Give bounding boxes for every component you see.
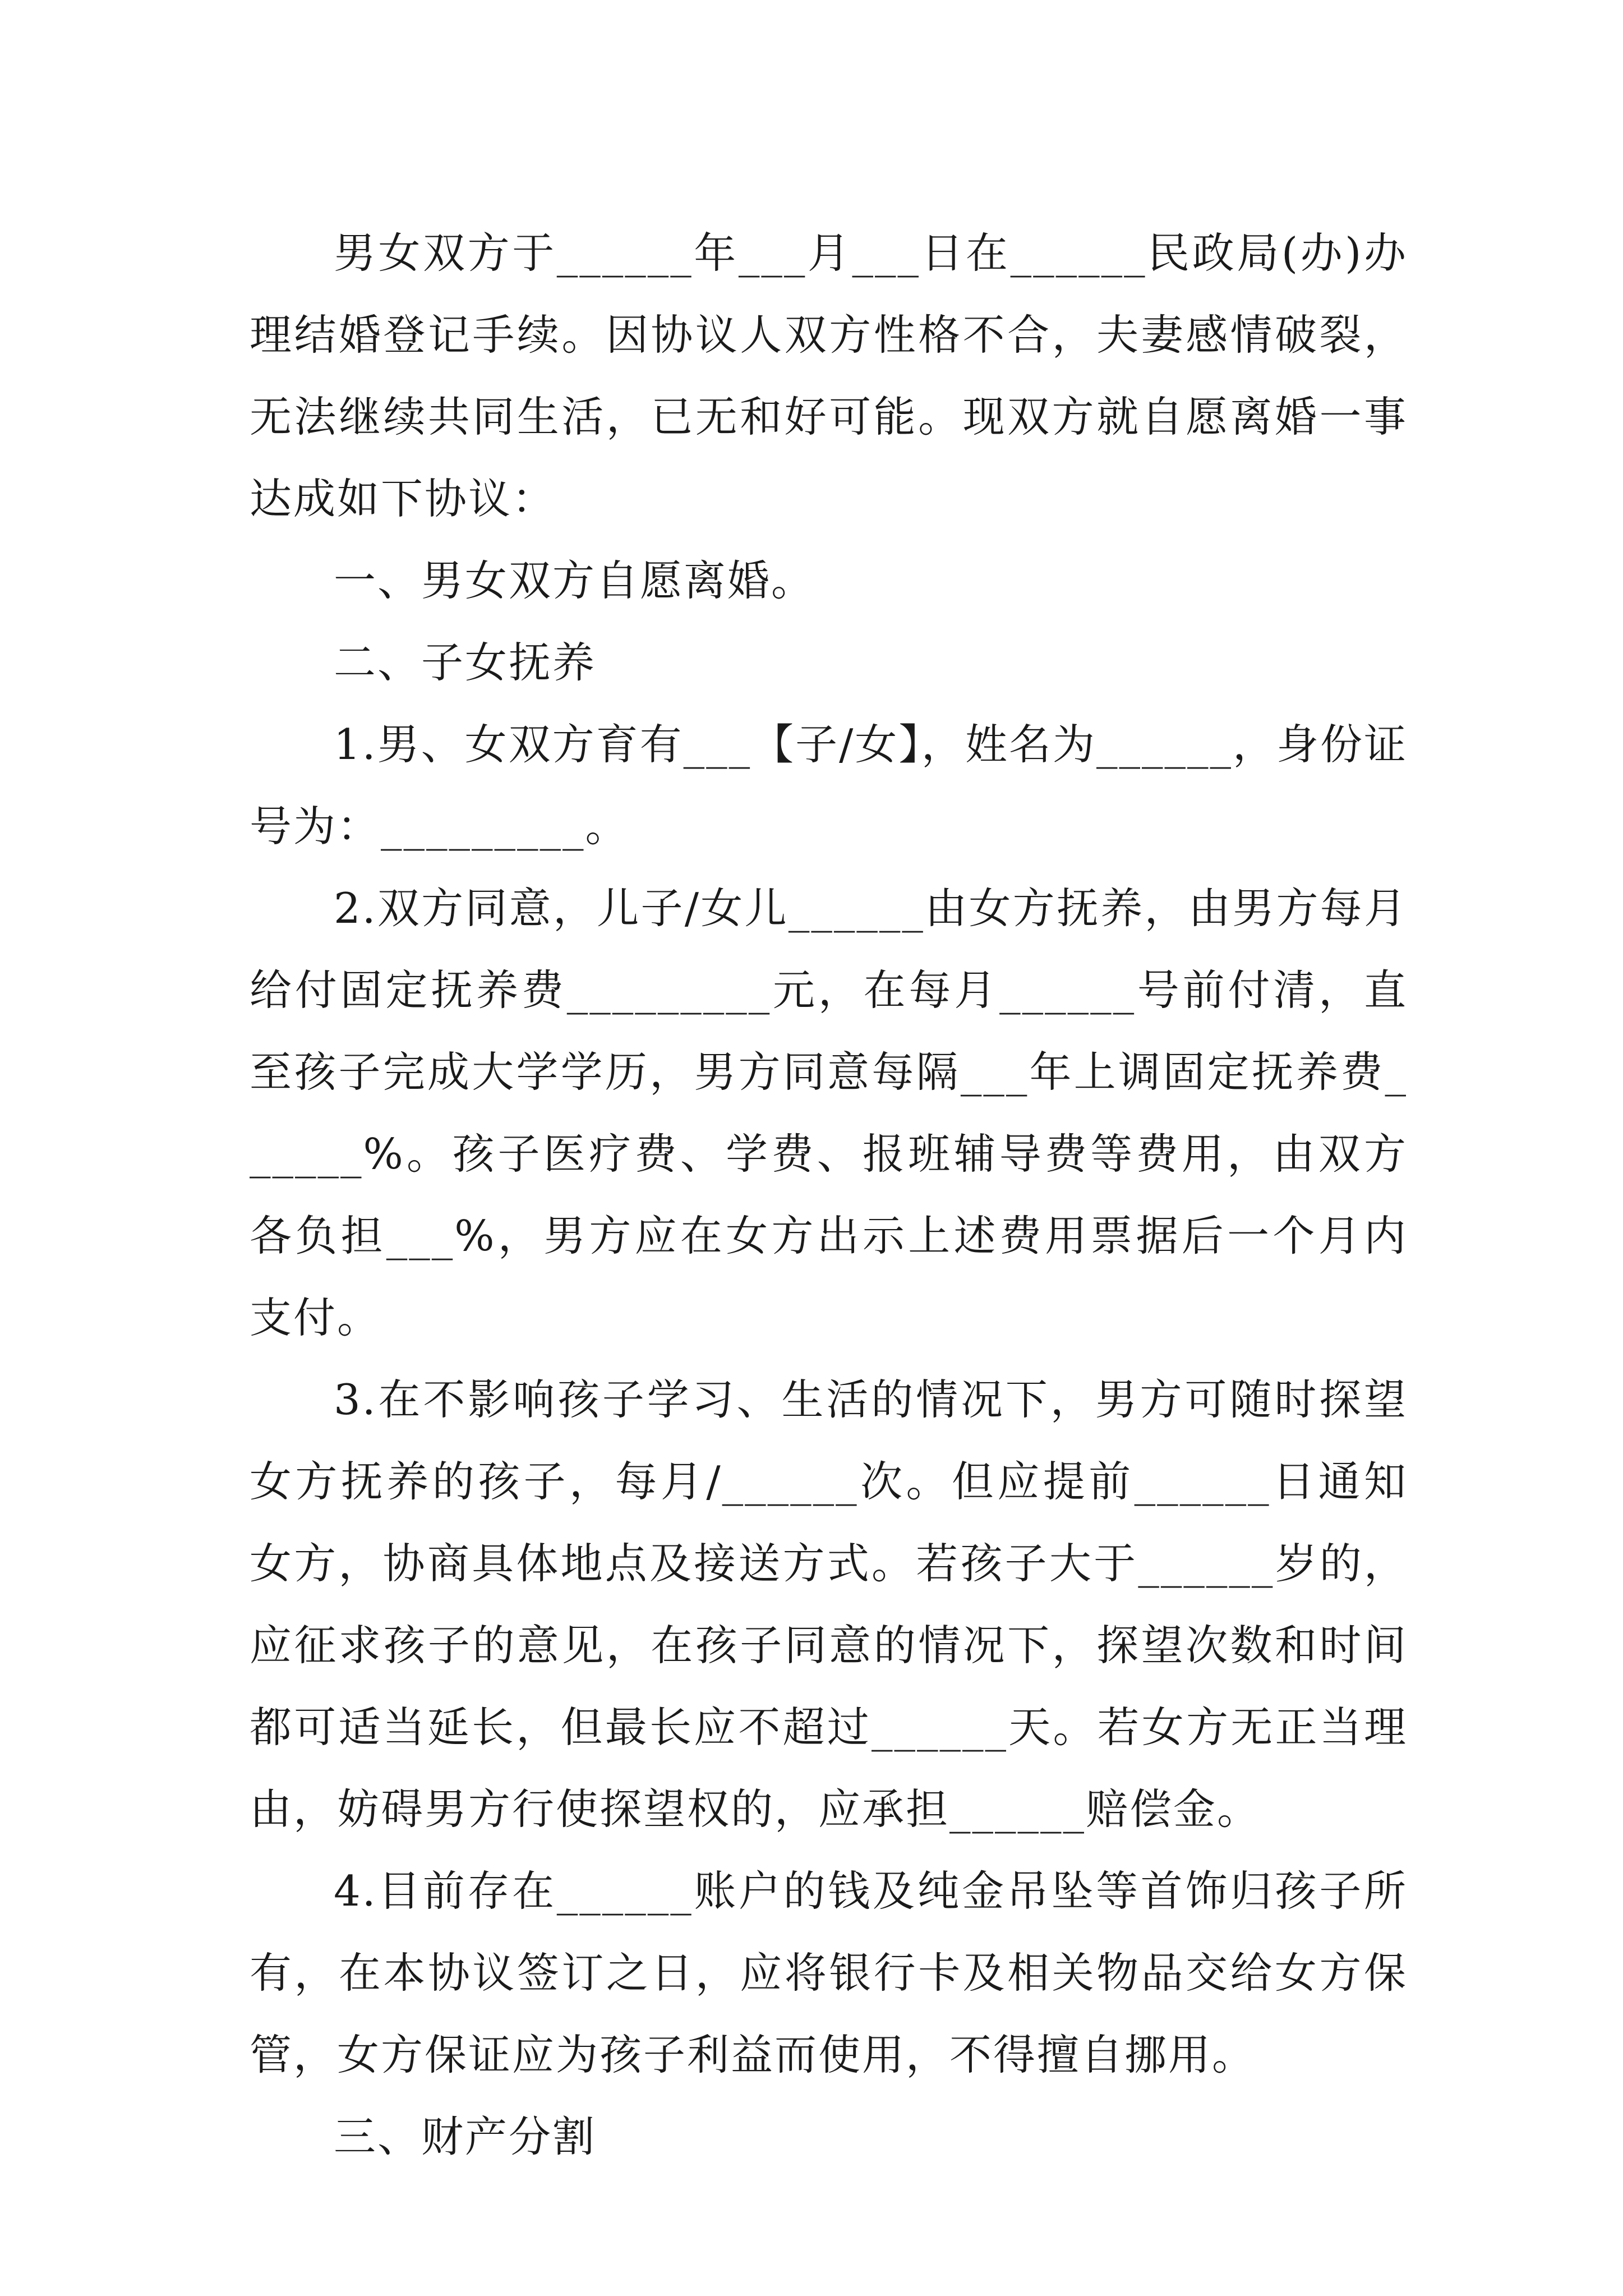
document-body xyxy=(250,212,1408,2178)
clause-2-4-accounts: 4.目前存在______账户的钱及纯金吊坠等首饰归孩子所有，在本协议签订之日，应将银行卡及相关物品交给女方保管，女方保证应为孩子利益而使用，不得擅自挪用。 xyxy=(250,1866,1408,2079)
section-2-heading: 二、子女抚养 xyxy=(334,638,597,687)
section-3-heading: 三、财产分割 xyxy=(334,2112,597,2161)
clause-2-1-children: 1.男、女双方育有___【子/女】，姓名为______，身份证号为：_________。 xyxy=(250,720,1408,851)
clause-1-divorce: 一、男女双方自愿离婚。 xyxy=(334,556,815,605)
clause-2-2-support: 2.双方同意，儿子/女儿______由女方抚养，由男方每月给付固定抚养费_________元，在每月______号前付清，直至孩子完成大学学历，男方同意每隔___年上调固定抚养费______%。孩子医疗费、学费、报班辅导费等费用，由双方各负担___%，男方应在女方出示上述费用票据后一个月内支付。 xyxy=(250,884,1408,1342)
paragraph-intro: 男女双方于______年___月___日在______民政局(办)办理结婚登记手续。因协议人双方性格不合，夫妻感情破裂，无法继续共同生活，已无和好可能。现双方就自愿离婚一事达成如下协议： xyxy=(250,228,1408,523)
clause-2-3-visitation: 3.在不影响孩子学习、生活的情况下，男方可随时探望女方抚养的孩子，每月/______次。但应提前______日通知女方，协商具体地点及接送方式。若孩子大于______岁的，应征求孩子的意见，在孩子同意的情况下，探望次数和时间都可适当延长，但最长应不超过______天。若女方无正当理由，妨碍男方行使探望权的，应承担______赔偿金。 xyxy=(250,1375,1408,1834)
